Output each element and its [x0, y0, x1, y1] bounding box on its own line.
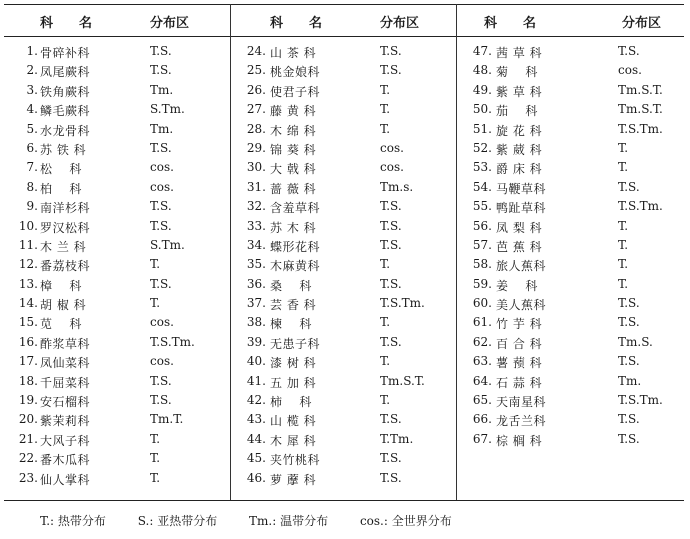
- family-name: 番荔枝科: [40, 259, 91, 274]
- family-name: 千屈菜科: [40, 375, 91, 390]
- distribution-code: Tm.: [150, 121, 174, 136]
- family-name: 罗汉松科: [40, 220, 91, 235]
- family-name: 百 合 科: [496, 336, 543, 351]
- family-name: 含羞草科: [270, 201, 321, 216]
- family-name: 木 兰 科: [40, 239, 87, 254]
- family-number: 10.: [18, 218, 38, 233]
- family-number: 36.: [246, 276, 266, 291]
- table-row: [4, 335, 230, 354]
- family-number: 17.: [18, 354, 38, 369]
- distribution-code: T.S.: [150, 140, 172, 155]
- family-number: 39.: [246, 334, 266, 349]
- table-row: [230, 471, 456, 490]
- distribution-code: T.: [380, 82, 391, 97]
- table-row: [456, 44, 682, 63]
- distribution-code: T.S.: [380, 63, 402, 78]
- family-number: 53.: [472, 160, 492, 175]
- table-row: [230, 122, 456, 141]
- family-name: 骨碎补科: [40, 46, 91, 60]
- family-name: 萝 藦 科: [270, 472, 317, 487]
- table-row: [230, 160, 456, 179]
- distribution-code: T.: [618, 160, 629, 175]
- table-row: [4, 257, 230, 276]
- family-name: 棕 榈 科: [496, 433, 543, 448]
- table-row: [456, 83, 682, 102]
- family-name: 五 加 科: [270, 375, 317, 390]
- family-name: 无患子科: [270, 336, 321, 351]
- table-row: [230, 238, 456, 257]
- family-name: 紫 草 科: [496, 84, 543, 99]
- table-row: [230, 83, 456, 102]
- distribution-code: Tm.: [618, 373, 642, 388]
- table-row: [456, 296, 682, 315]
- family-number: 60.: [472, 296, 492, 311]
- family-number: 28.: [246, 121, 266, 136]
- distribution-code: T.S.: [150, 218, 172, 233]
- family-number: 6.: [26, 140, 38, 155]
- table-row: [230, 219, 456, 238]
- table-row: [4, 160, 230, 179]
- family-number: 59.: [472, 276, 492, 291]
- family-number: 4.: [26, 102, 38, 117]
- table-row: [4, 180, 230, 199]
- family-number: 50.: [472, 102, 492, 117]
- family-name: 水龙骨科: [40, 123, 91, 138]
- table-row: [4, 44, 230, 63]
- distribution-code: T.: [618, 237, 629, 252]
- family-name: 夹竹桃科: [270, 453, 321, 468]
- table-row: [230, 141, 456, 160]
- family-name: 桃金娘科: [270, 65, 321, 80]
- table-row: [4, 451, 230, 470]
- header-rule: [4, 36, 684, 37]
- distribution-code: T.: [150, 451, 161, 466]
- family-name: 木 犀 科: [270, 433, 317, 448]
- family-number: 25.: [246, 63, 266, 78]
- legend-subtropical: S.: 亚热带分布: [137, 514, 218, 528]
- family-number: 46.: [246, 470, 266, 485]
- family-name: 漆 树 科: [270, 356, 317, 371]
- distribution-code: T.S.Tm.: [380, 296, 425, 311]
- family-name: 蝶形花科: [270, 239, 321, 254]
- family-number: 29.: [246, 140, 266, 155]
- distribution-code: Tm.s.: [380, 179, 414, 194]
- family-name: 紫 葳 科: [496, 142, 543, 157]
- distribution-code: cos.: [618, 63, 642, 78]
- table-row: [230, 102, 456, 121]
- table-row: [230, 315, 456, 334]
- family-number: 26.: [246, 82, 266, 97]
- family-number: 22.: [18, 451, 38, 466]
- table-row: [230, 257, 456, 276]
- table-row: [230, 451, 456, 470]
- distribution-code: T.S.: [380, 218, 402, 233]
- family-name: 茄 科: [496, 104, 538, 119]
- table-row: [230, 432, 456, 451]
- family-name: 薯 蓣 科: [496, 356, 543, 371]
- family-name: 藤 黄 科: [270, 104, 317, 119]
- family-name: 胡 椒 科: [40, 298, 87, 313]
- table-row: [230, 354, 456, 373]
- legend-tropical: T.: 热带分布: [40, 514, 106, 528]
- distribution-code: T.S.: [380, 451, 402, 466]
- table-bottom-rule: [4, 500, 684, 501]
- table-row: [230, 393, 456, 412]
- family-number: 11.: [18, 237, 38, 252]
- distribution-code: T.S.: [380, 44, 402, 58]
- distribution-code: Tm.S.: [618, 334, 653, 349]
- distribution-code: T.S.: [150, 393, 172, 408]
- column-rows: [456, 44, 682, 451]
- family-name: 石 蒜 科: [496, 375, 543, 390]
- table-row: [4, 122, 230, 141]
- distribution-code: T.: [380, 121, 391, 136]
- table-row: [456, 315, 682, 334]
- table-row: [4, 141, 230, 160]
- distribution-code: Tm.S.T.: [618, 102, 663, 117]
- table-row: [456, 180, 682, 199]
- table-row: [4, 432, 230, 451]
- table-row: [4, 354, 230, 373]
- distribution-code: T.S.: [150, 63, 172, 78]
- family-name: 旋 花 科: [496, 123, 543, 138]
- legend-cosmopolitan: cos.: 全世界分布: [359, 514, 452, 528]
- family-name: 旅人蕉科: [496, 259, 547, 274]
- table-row: [230, 63, 456, 82]
- table-row: [4, 471, 230, 490]
- table-row: [456, 102, 682, 121]
- family-number: 38.: [246, 315, 266, 330]
- table-row: [230, 199, 456, 218]
- family-name: 仙人掌科: [40, 472, 91, 487]
- distribution-code: T.S.: [150, 44, 172, 58]
- family-name: 菊 科: [496, 65, 538, 80]
- family-number: 32.: [246, 199, 266, 214]
- distribution-code: T.S.: [380, 334, 402, 349]
- family-number: 16.: [18, 334, 38, 349]
- family-number: 43.: [246, 412, 266, 427]
- table-row: [230, 374, 456, 393]
- family-name: 酢浆草科: [40, 336, 91, 351]
- distribution-code: T.S.: [618, 296, 640, 311]
- family-number: 5.: [26, 121, 38, 136]
- family-number: 12.: [18, 257, 38, 272]
- table-row: [4, 199, 230, 218]
- header-distribution: 分布区: [622, 16, 662, 31]
- distribution-code: T.S.Tm.: [618, 121, 663, 136]
- family-number: 35.: [246, 257, 266, 272]
- table-row: [456, 219, 682, 238]
- family-number: 7.: [26, 160, 38, 175]
- distribution-code: T.: [380, 257, 391, 272]
- family-number: 62.: [472, 334, 492, 349]
- family-number: 52.: [472, 140, 492, 155]
- family-number: 23.: [18, 470, 38, 485]
- distribution-code: T.S.Tm.: [618, 393, 663, 408]
- family-name: 美人蕉科: [496, 298, 547, 313]
- family-name: 蔷 薇 科: [270, 181, 317, 196]
- family-name: 山 茶 科: [270, 46, 317, 60]
- family-name: 紫茉莉科: [40, 414, 91, 429]
- table-row: [456, 374, 682, 393]
- family-number: 30.: [246, 160, 266, 175]
- header-family-name: 科 名: [270, 16, 323, 31]
- family-number: 20.: [18, 412, 38, 427]
- family-number: 47.: [472, 44, 492, 58]
- table-row: [456, 393, 682, 412]
- table-row: [456, 335, 682, 354]
- family-number: 24.: [246, 44, 266, 58]
- family-number: 67.: [472, 431, 492, 446]
- table-row: [456, 238, 682, 257]
- family-number: 65.: [472, 393, 492, 408]
- distribution-code: cos.: [150, 315, 174, 330]
- legend-temperate: Tm.: 温带分布: [249, 514, 329, 528]
- distribution-code: cos.: [150, 179, 174, 194]
- distribution-code: T.: [150, 470, 161, 485]
- family-name: 茜 草 科: [496, 46, 543, 60]
- table-row: [4, 238, 230, 257]
- family-number: 33.: [246, 218, 266, 233]
- family-name: 楝 科: [270, 317, 312, 332]
- distribution-code: T.S.: [380, 470, 402, 485]
- family-number: 41.: [246, 373, 266, 388]
- table-row: [456, 257, 682, 276]
- distribution-code: T.S.: [618, 315, 640, 330]
- family-number: 3.: [26, 82, 38, 97]
- column-rows: [230, 44, 456, 490]
- family-number: 51.: [472, 121, 492, 136]
- family-number: 44.: [246, 431, 266, 446]
- family-name: 樟 科: [40, 278, 82, 293]
- table-row: [230, 277, 456, 296]
- family-name: 鳞毛蕨科: [40, 104, 91, 119]
- distribution-code: T.S.Tm.: [618, 199, 663, 214]
- table-row: [4, 83, 230, 102]
- family-name: 桑 科: [270, 278, 312, 293]
- distribution-code: T.: [618, 276, 629, 291]
- distribution-code: T.: [618, 257, 629, 272]
- table-row: [456, 160, 682, 179]
- distribution-code: T.S.: [380, 412, 402, 427]
- distribution-code: Tm.S.T.: [380, 373, 425, 388]
- distribution-code: Tm.T.: [150, 412, 184, 427]
- family-number: 63.: [472, 354, 492, 369]
- family-number: 48.: [472, 63, 492, 78]
- distribution-code: T.Tm.: [380, 431, 414, 446]
- family-name: 大风子科: [40, 433, 91, 448]
- table-row: [456, 122, 682, 141]
- family-number: 37.: [246, 296, 266, 311]
- table-row: [230, 44, 456, 63]
- family-name: 爵 床 科: [496, 162, 543, 177]
- family-number: 49.: [472, 82, 492, 97]
- table-row: [4, 219, 230, 238]
- family-name: 铁角蕨科: [40, 84, 91, 99]
- family-name: 苏 木 科: [270, 220, 317, 235]
- family-number: 19.: [18, 393, 38, 408]
- table-row: [4, 412, 230, 431]
- table-row: [4, 315, 230, 334]
- distribution-code: T.S.: [150, 373, 172, 388]
- table-row: [456, 199, 682, 218]
- family-number: 21.: [18, 431, 38, 446]
- family-number: 55.: [472, 199, 492, 214]
- family-name: 锦 葵 科: [270, 142, 317, 157]
- table-row: [4, 296, 230, 315]
- family-name: 木麻黄科: [270, 259, 321, 274]
- family-number: 2.: [26, 63, 38, 78]
- distribution-code: cos.: [380, 140, 404, 155]
- distribution-code: T.S.Tm.: [150, 334, 195, 349]
- family-name: 凤尾蕨科: [40, 65, 91, 80]
- distribution-code: T.S.: [380, 276, 402, 291]
- family-number: 34.: [246, 237, 266, 252]
- family-number: 13.: [18, 276, 38, 291]
- family-number: 1.: [26, 44, 38, 58]
- table-row: [456, 277, 682, 296]
- distribution-code: Tm.: [150, 82, 174, 97]
- family-name: 鸭趾草科: [496, 201, 547, 216]
- family-name: 安石榴科: [40, 395, 91, 410]
- family-number: 18.: [18, 373, 38, 388]
- family-number: 42.: [246, 393, 266, 408]
- family-number: 58.: [472, 257, 492, 272]
- table-row: [456, 412, 682, 431]
- family-name: 山 榄 科: [270, 414, 317, 429]
- distribution-code: T.: [618, 140, 629, 155]
- family-number: 15.: [18, 315, 38, 330]
- family-name: 苋 科: [40, 317, 82, 332]
- distribution-code: T.: [380, 315, 391, 330]
- family-name: 马鞭草科: [496, 181, 547, 196]
- table-row: [4, 277, 230, 296]
- family-name: 芭 蕉 科: [496, 239, 543, 254]
- family-name: 天南星科: [496, 395, 547, 410]
- family-name: 凤 梨 科: [496, 220, 543, 235]
- distribution-code: T.: [380, 393, 391, 408]
- table-row: [456, 63, 682, 82]
- distribution-code: T.S.: [618, 412, 640, 427]
- table-row: [456, 354, 682, 373]
- family-name: 番木瓜科: [40, 453, 91, 468]
- distribution-code: Tm.S.T.: [618, 82, 663, 97]
- family-number: 27.: [246, 102, 266, 117]
- header-family-name: 科 名: [40, 16, 93, 31]
- distribution-code: S.Tm.: [150, 102, 185, 117]
- table-row: [4, 374, 230, 393]
- family-number: 9.: [26, 199, 38, 214]
- distribution-code: T.: [618, 218, 629, 233]
- distribution-code: T.S.: [380, 199, 402, 214]
- legend: [40, 512, 480, 529]
- family-number: 57.: [472, 237, 492, 252]
- distribution-code: T.S.: [150, 276, 172, 291]
- distribution-code: cos.: [380, 160, 404, 175]
- family-name: 木 绵 科: [270, 123, 317, 138]
- header-distribution: 分布区: [150, 16, 190, 31]
- family-name: 竹 芋 科: [496, 317, 543, 332]
- distribution-code: T.S.: [150, 199, 172, 214]
- family-name: 苏 铁 科: [40, 142, 87, 157]
- family-number: 54.: [472, 179, 492, 194]
- family-name: 姜 科: [496, 278, 538, 293]
- distribution-code: T.S.: [618, 431, 640, 446]
- table-row: [230, 335, 456, 354]
- table-row: [4, 393, 230, 412]
- table-row: [230, 412, 456, 431]
- distribution-code: S.Tm.: [150, 237, 185, 252]
- distribution-code: T.S.: [380, 237, 402, 252]
- distribution-code: T.: [150, 431, 161, 446]
- family-number: 61.: [472, 315, 492, 330]
- header-distribution: 分布区: [380, 16, 420, 31]
- family-name: 芸 香 科: [270, 298, 317, 313]
- header-family-name: 科 名: [484, 16, 537, 31]
- distribution-code: cos.: [150, 160, 174, 175]
- family-name: 大 戟 科: [270, 162, 317, 177]
- family-name: 南洋杉科: [40, 201, 91, 216]
- distribution-code: T.S.: [618, 179, 640, 194]
- family-number: 66.: [472, 412, 492, 427]
- distribution-code: T.: [380, 354, 391, 369]
- family-name: 使君子科: [270, 84, 321, 99]
- family-number: 56.: [472, 218, 492, 233]
- table-row: [456, 141, 682, 160]
- column-rows: [4, 44, 230, 490]
- family-name: 凤仙菜科: [40, 356, 91, 371]
- distribution-code: T.S.: [618, 44, 640, 58]
- table-row: [456, 432, 682, 451]
- family-name: 柏 科: [40, 181, 82, 196]
- family-number: 40.: [246, 354, 266, 369]
- distribution-code: T.: [150, 257, 161, 272]
- distribution-code: cos.: [150, 354, 174, 369]
- family-number: 31.: [246, 179, 266, 194]
- family-number: 8.: [26, 179, 38, 194]
- family-number: 45.: [246, 451, 266, 466]
- family-number: 64.: [472, 373, 492, 388]
- family-name: 松 科: [40, 162, 82, 177]
- distribution-code: T.S.: [618, 354, 640, 369]
- table-row: [4, 102, 230, 121]
- table-top-rule: [4, 4, 684, 5]
- family-number: 14.: [18, 296, 38, 311]
- distribution-code: T.: [150, 296, 161, 311]
- distribution-code: T.: [380, 102, 391, 117]
- table-row: [230, 296, 456, 315]
- table-row: [4, 63, 230, 82]
- family-name: 龙舌兰科: [496, 414, 547, 429]
- family-name: 柿 科: [270, 395, 312, 410]
- table-row: [230, 180, 456, 199]
